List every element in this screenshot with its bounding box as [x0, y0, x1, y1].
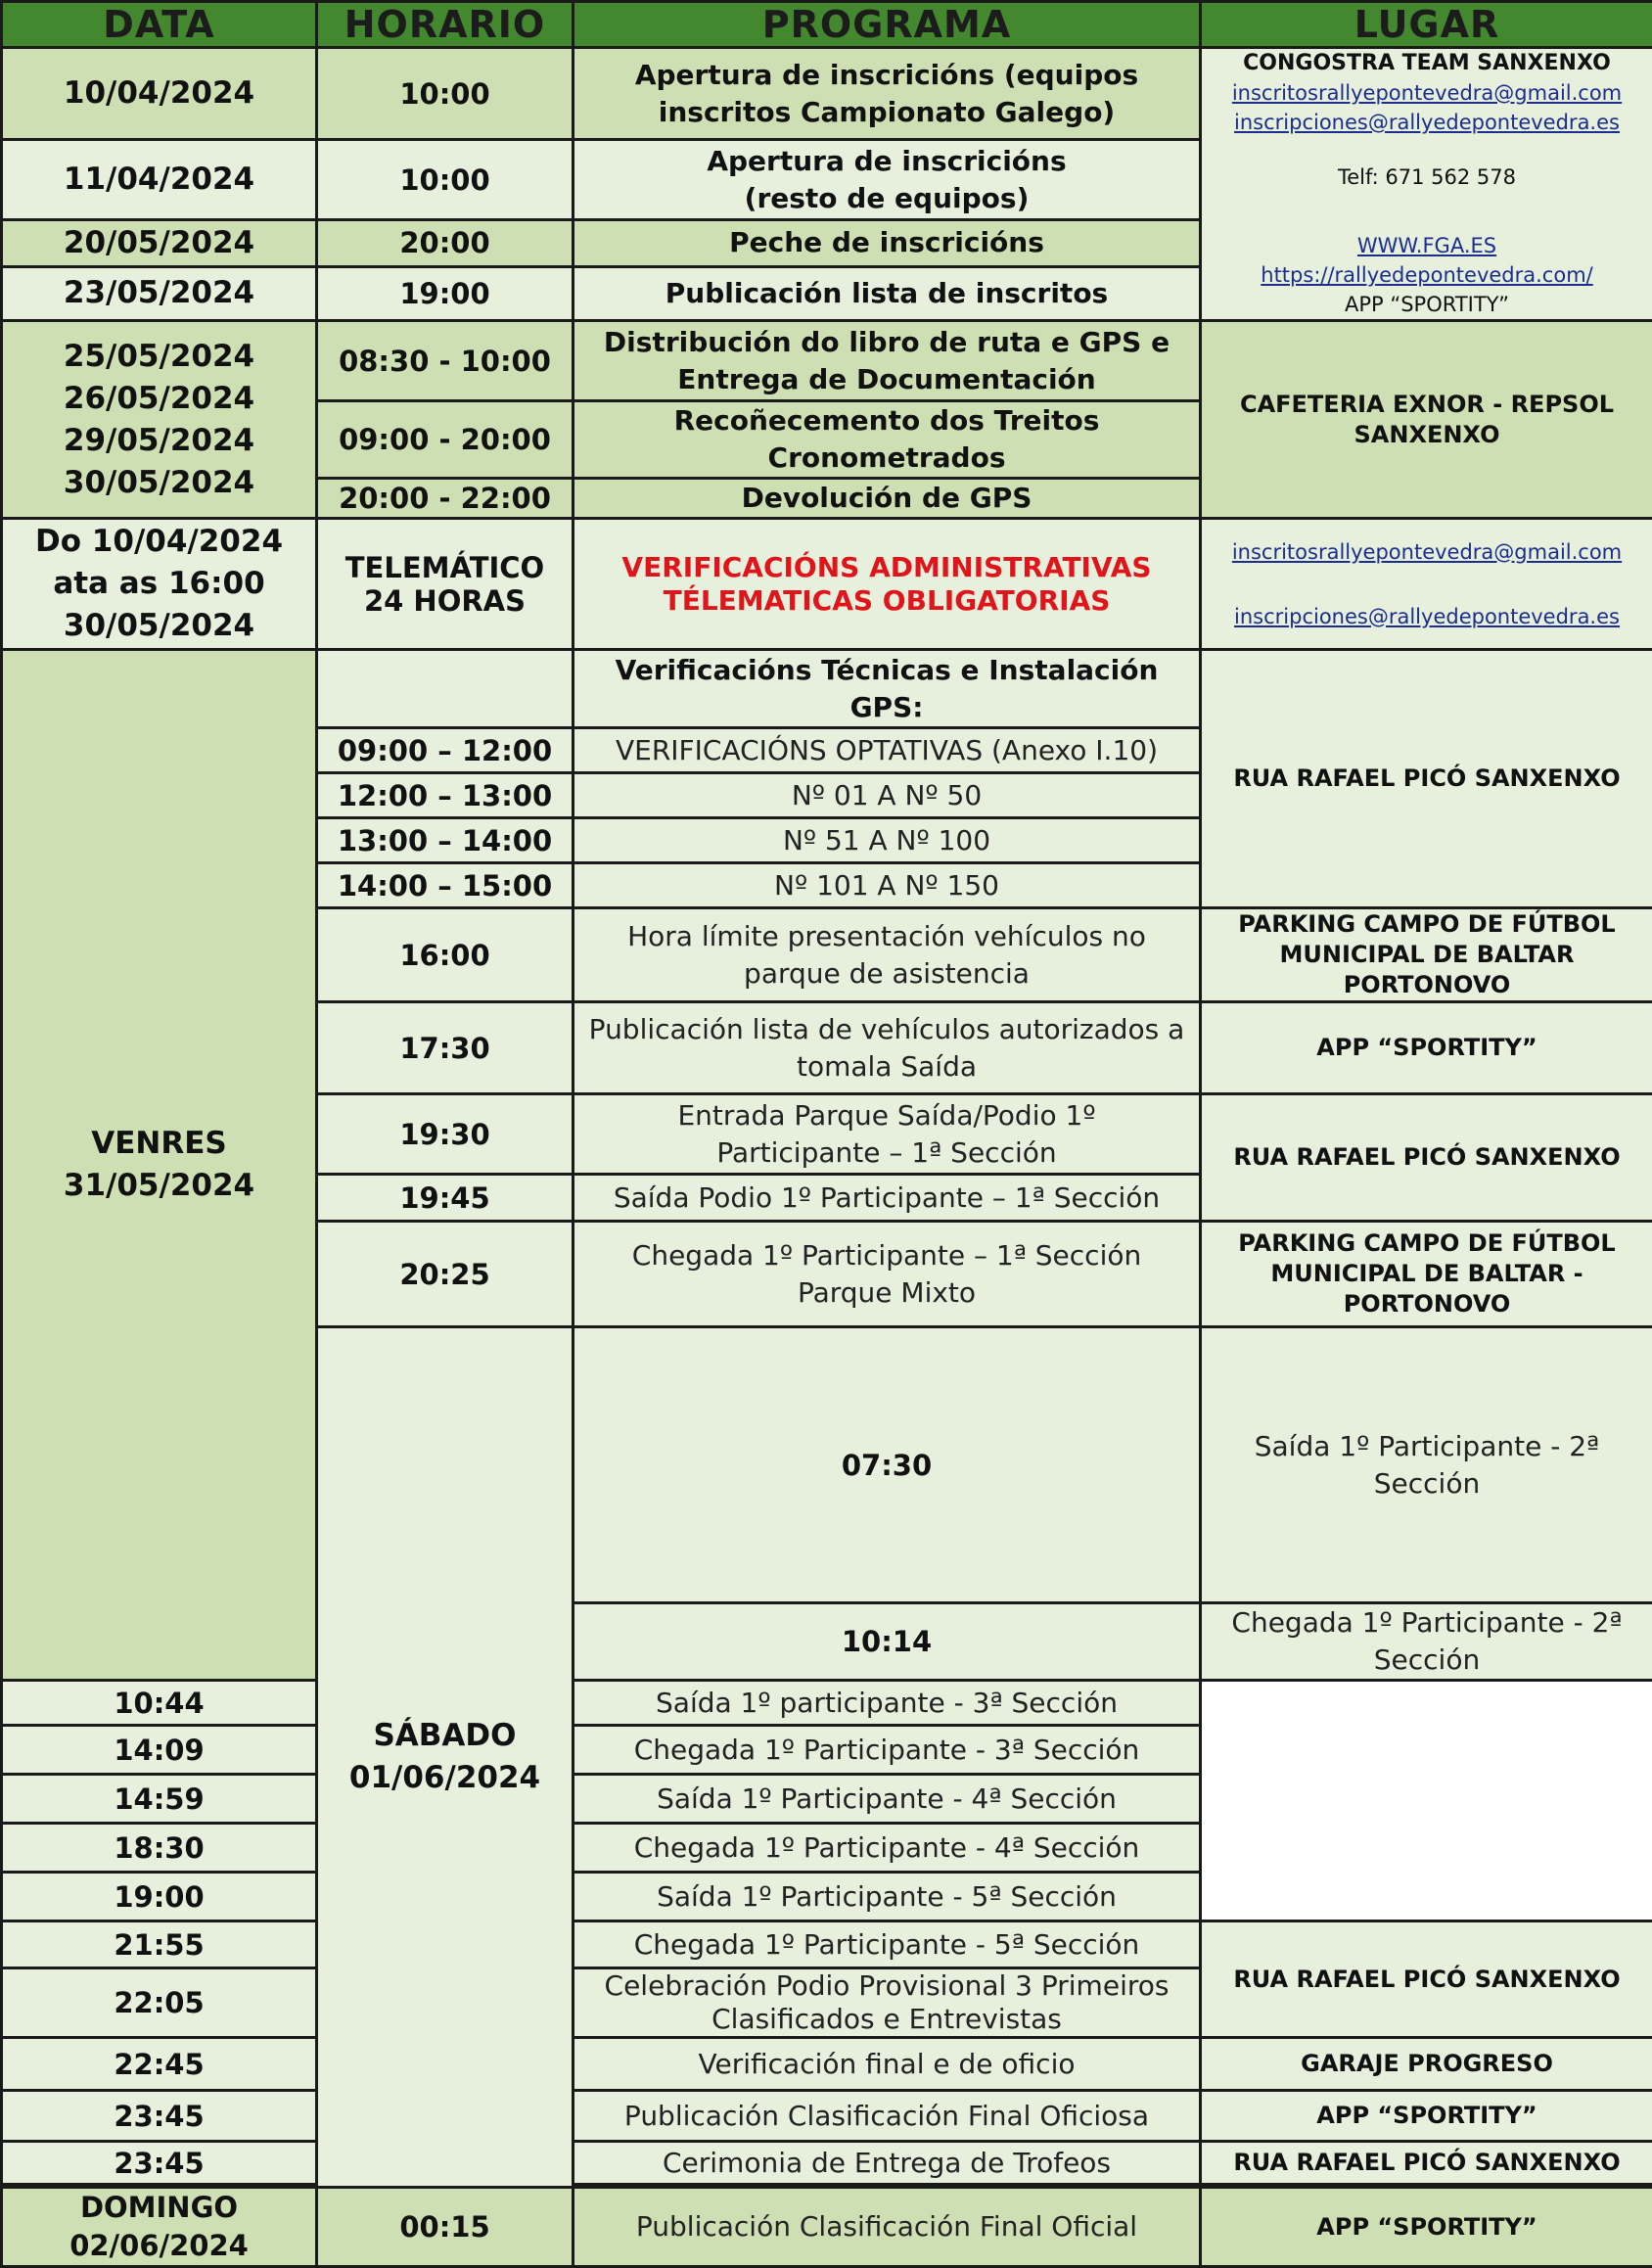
time-cell: 22:05	[2, 1968, 317, 2038]
web-link-rallye[interactable]: https://rallyedepontevedra.com/	[1208, 260, 1646, 290]
table-row	[2, 650, 1652, 728]
program-line: Clasificados e Entrevistas	[580, 2003, 1193, 2036]
program-cell: Chegada 1º Participante - 3ª Sección	[574, 1726, 1201, 1775]
header-horario: HORARIO	[317, 2, 574, 48]
date-cell	[2, 519, 317, 650]
time-cell: 00:15	[317, 2188, 574, 2267]
time-cell: 18:30	[2, 1824, 317, 1873]
program-cell	[574, 1222, 1201, 1327]
day-cell-domingo	[2, 2188, 317, 2267]
table-row	[2, 2038, 1652, 2091]
program-cell	[574, 1002, 1201, 1094]
program-cell: VERIFICACIÓNS OPTATIVAS (Anexo I.10)	[574, 728, 1201, 773]
table-row	[2, 48, 1652, 140]
email-link[interactable]: inscritosrallyepontevedra@gmail.com	[1208, 537, 1646, 567]
program-cell	[574, 1094, 1201, 1175]
program-cell: Verificación final e de oficio	[574, 2038, 1201, 2091]
date-line: 29/05/2024	[9, 420, 309, 462]
time-cell: 13:00 – 14:00	[317, 818, 574, 863]
time-cell: 20:25	[317, 1222, 574, 1327]
program-line: Cronometrados	[580, 440, 1193, 477]
place-line: PORTONOVO	[1208, 970, 1646, 1000]
program-cell	[574, 321, 1201, 401]
place-line: MUNICIPAL DE BALTAR -	[1208, 1259, 1646, 1289]
program-line: parque de asistencia	[580, 955, 1193, 993]
place-cell: RUA RAFAEL PICÓ SANXENXO	[1201, 2142, 1652, 2185]
time-cell: 09:00 - 20:00	[317, 401, 574, 479]
app-text: APP “SPORTITY”	[1208, 290, 1646, 319]
time-cell: 20:00	[317, 220, 574, 266]
place-cell: RUA RAFAEL PICÓ SANXENXO	[1201, 650, 1652, 908]
table-row	[2, 1726, 1652, 1775]
time-cell	[317, 519, 574, 650]
program-cell	[574, 650, 1201, 728]
program-cell: Chegada 1º Participante - 2ª Sección	[1201, 1603, 1652, 1681]
program-line: Recoñecemento dos Treitos	[580, 402, 1193, 440]
phone-text: Telf: 671 562 578	[1208, 162, 1646, 192]
place-line: CAFETERIA EXNOR - REPSOL	[1208, 390, 1646, 420]
time-cell: 08:30 - 10:00	[317, 321, 574, 401]
program-cell: Saída 1º Participante - 5ª Sección	[574, 1873, 1201, 1921]
time-line: 24 HORAS	[324, 584, 566, 618]
time-cell: 10:44	[2, 1681, 317, 1726]
program-cell: Publicación Clasificación Final Oficial	[574, 2188, 1201, 2267]
time-cell: 21:55	[2, 1921, 317, 1968]
date-cell: 23/05/2024	[2, 266, 317, 320]
table-row	[2, 2188, 1652, 2267]
time-cell: 10:00	[317, 48, 574, 140]
web-link-fga[interactable]: WWW.FGA.ES	[1208, 231, 1646, 260]
program-line: Apertura de inscricións	[580, 143, 1193, 180]
day-date: 02/06/2024	[9, 2227, 309, 2265]
place-cell: APP “SPORTITY”	[1201, 2091, 1652, 2142]
table-row	[2, 321, 1652, 401]
time-cell: 17:30	[317, 1002, 574, 1094]
date-line: Do 10/04/2024	[9, 521, 309, 563]
day-date: 01/06/2024	[324, 1757, 566, 1799]
program-line: Participante – 1ª Sección	[580, 1134, 1193, 1172]
program-cell: Nº 51 A Nº 100	[574, 818, 1201, 863]
day-cell-sabado	[317, 1327, 574, 2188]
time-cell: 22:45	[2, 2038, 317, 2091]
table-row	[2, 2142, 1652, 2185]
program-cell	[574, 1968, 1201, 2038]
table-row	[2, 1824, 1652, 1873]
table-row	[2, 1873, 1652, 1921]
time-cell: 19:45	[317, 1175, 574, 1222]
time-line: TELEMÁTICO	[324, 551, 566, 584]
place-cell: RUA RAFAEL PICÓ SANXENXO	[1201, 1094, 1652, 1222]
program-cell: Nº 101 A Nº 150	[574, 863, 1201, 908]
place-cell	[1201, 321, 1652, 519]
program-line: Distribución do libro de ruta e GPS e	[580, 324, 1193, 361]
date-line: 30/05/2024	[9, 605, 309, 647]
place-cell: GARAJE PROGRESO	[1201, 2038, 1652, 2091]
table-row	[2, 1681, 1652, 1726]
day-label: DOMINGO	[9, 2189, 309, 2227]
program-cell: Chegada 1º Participante - 5ª Sección	[574, 1921, 1201, 1968]
table-row	[2, 1775, 1652, 1824]
place-line: SANXENXO	[1208, 420, 1646, 450]
day-label: VENRES	[9, 1123, 309, 1165]
program-cell: Peche de inscricións	[574, 220, 1201, 266]
program-line: TÉLEMATICAS OBLIGATORIAS	[580, 584, 1193, 618]
place-inscriptions-cell	[1201, 48, 1652, 321]
program-line: GPS:	[580, 689, 1193, 726]
program-cell: Publicación lista de inscritos	[574, 266, 1201, 320]
date-line: 26/05/2024	[9, 378, 309, 420]
program-line: inscritos Campionato Galego)	[580, 94, 1193, 131]
header-data: DATA	[2, 2, 317, 48]
table-row	[2, 1921, 1652, 1968]
time-cell: 16:00	[317, 908, 574, 1002]
table-row	[2, 2091, 1652, 2142]
email-link[interactable]: inscripciones@rallyedepontevedra.es	[1208, 108, 1646, 137]
time-cell: 14:00 – 15:00	[317, 863, 574, 908]
program-line: Celebración Podio Provisional 3 Primeiros	[580, 1969, 1193, 2003]
header-row	[2, 2, 1652, 48]
program-cell: Cerimonia de Entrega de Trofeos	[574, 2142, 1201, 2185]
program-line: Hora límite presentación vehículos no	[580, 918, 1193, 955]
place-cell	[1201, 1222, 1652, 1327]
time-cell: 20:00 - 22:00	[317, 479, 574, 519]
day-date: 31/05/2024	[9, 1165, 309, 1207]
time-cell: 19:00	[317, 266, 574, 320]
time-cell: 10:00	[317, 140, 574, 220]
place-cell: APP “SPORTITY”	[1201, 2188, 1652, 2267]
date-line: 30/05/2024	[9, 462, 309, 504]
time-cell: 14:59	[2, 1775, 317, 1824]
program-line: Parque Mixto	[580, 1274, 1193, 1312]
program-line: (resto de equipos)	[580, 180, 1193, 217]
program-line: Verificacións Técnicas e Instalación	[580, 652, 1193, 689]
email-link[interactable]: inscritosrallyepontevedra@gmail.com	[1208, 78, 1646, 108]
date-cell: 11/04/2024	[2, 140, 317, 220]
program-cell: Publicación Clasificación Final Oficiosa	[574, 2091, 1201, 2142]
time-cell: 12:00 – 13:00	[317, 773, 574, 818]
day-cell-venres	[2, 650, 317, 1681]
time-cell: 10:14	[574, 1603, 1201, 1681]
place-cell	[1201, 908, 1652, 1002]
place-line: MUNICIPAL DE BALTAR	[1208, 940, 1646, 970]
program-cell	[574, 48, 1201, 140]
time-cell: 23:45	[2, 2091, 317, 2142]
program-line: Entrega de Documentación	[580, 361, 1193, 398]
program-line: Publicación lista de vehículos autorizados a	[580, 1011, 1193, 1048]
program-cell	[574, 401, 1201, 479]
time-cell: 09:00 – 12:00	[317, 728, 574, 773]
time-cell: 07:30	[574, 1327, 1201, 1603]
program-line: VERIFICACIÓNS ADMINISTRATIVAS	[580, 551, 1193, 584]
program-cell: Saída 1º Participante - 4ª Sección	[574, 1775, 1201, 1824]
program-cell: Devolución de GPS	[574, 479, 1201, 519]
table-row	[2, 519, 1652, 650]
header-lugar: LUGAR	[1201, 2, 1652, 48]
time-cell: 23:45	[2, 2142, 317, 2185]
email-link[interactable]: inscripciones@rallyedepontevedra.es	[1208, 602, 1646, 631]
program-cell	[574, 519, 1201, 650]
time-cell: 19:30	[317, 1094, 574, 1175]
time-cell	[317, 650, 574, 728]
program-line: Chegada 1º Participante – 1ª Sección	[580, 1237, 1193, 1274]
date-cell	[2, 321, 317, 519]
place-line: PORTONOVO	[1208, 1289, 1646, 1319]
program-cell: Saída 1º Participante - 2ª Sección	[1201, 1327, 1652, 1603]
place-cell: APP “SPORTITY”	[1201, 1002, 1652, 1094]
place-cell	[1201, 519, 1652, 650]
program-line: tomala Saída	[580, 1048, 1193, 1086]
program-line: Entrada Parque Saída/Podio 1º	[580, 1097, 1193, 1134]
team-name: CONGOSTRA TEAM SANXENXO	[1208, 49, 1646, 78]
date-cell: 20/05/2024	[2, 220, 317, 266]
place-line: PARKING CAMPO DE FÚTBOL	[1208, 909, 1646, 940]
header-programa: PROGRAMA	[574, 2, 1201, 48]
program-cell	[574, 908, 1201, 1002]
program-cell: Nº 01 A Nº 50	[574, 773, 1201, 818]
program-cell: Saída Podio 1º Participante – 1ª Sección	[574, 1175, 1201, 1222]
program-cell: Chegada 1º Participante - 4ª Sección	[574, 1824, 1201, 1873]
day-label: SÁBADO	[324, 1715, 566, 1757]
date-line: ata as 16:00	[9, 563, 309, 605]
time-cell: 19:00	[2, 1873, 317, 1921]
time-cell: 14:09	[2, 1726, 317, 1775]
place-cell: RUA RAFAEL PICÓ SANXENXO	[1201, 1921, 1652, 2038]
program-cell	[574, 140, 1201, 220]
program-cell: Saída 1º participante - 3ª Sección	[574, 1681, 1201, 1726]
date-cell: 10/04/2024	[2, 48, 317, 140]
date-line: 25/05/2024	[9, 336, 309, 378]
program-line: Apertura de inscricións (equipos	[580, 57, 1193, 94]
place-line: PARKING CAMPO DE FÚTBOL	[1208, 1228, 1646, 1259]
